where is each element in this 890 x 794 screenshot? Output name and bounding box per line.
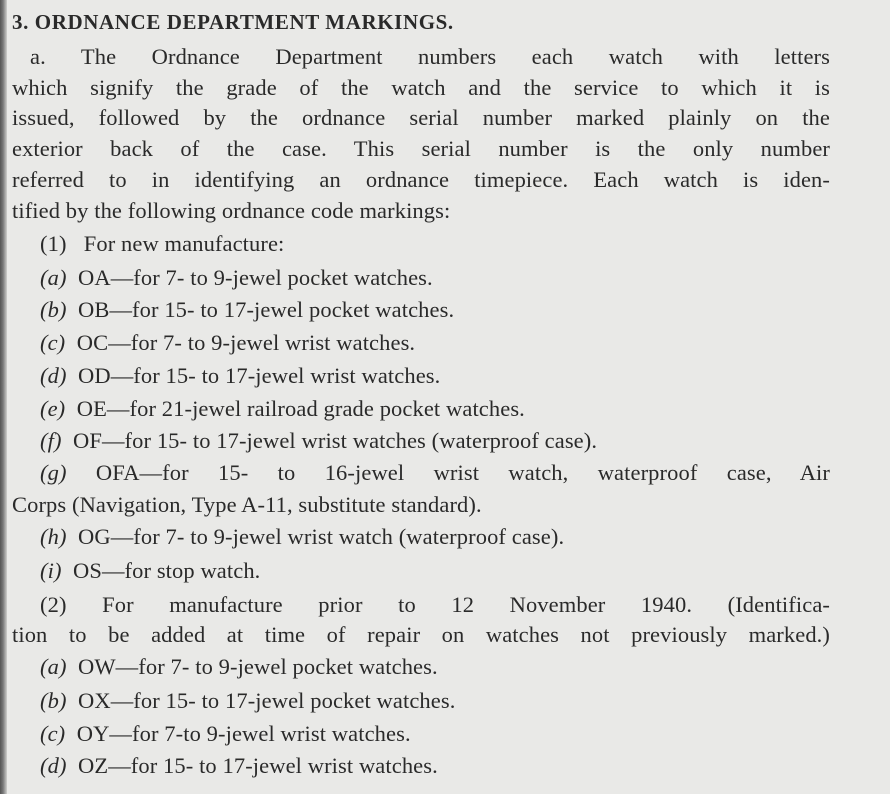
section1-label: (1) bbox=[40, 231, 67, 256]
section1-title-text: For new manufacture: bbox=[83, 231, 285, 256]
intro-line: exterior back of the case. This serial number is the only number bbox=[12, 136, 830, 161]
list-item: (c) OY—for 7-to 9-jewel wrist watches. bbox=[40, 721, 411, 746]
list-item: (d) OD—for 15- to 17-jewel wrist watches. bbox=[40, 363, 441, 388]
list-item: (b) OB—for 15- to 17-jewel pocket watches. bbox=[40, 297, 455, 322]
list-item: (a) OW—for 7- to 9-jewel pocket watches. bbox=[40, 654, 438, 679]
page-binding-edge bbox=[0, 0, 7, 794]
intro-line: which signify the grade of the watch and the service to which it is bbox=[12, 75, 830, 100]
list-item: (h) OG—for 7- to 9-jewel wrist watch (waterproof case). bbox=[40, 524, 565, 549]
section2-label: (2) bbox=[40, 592, 67, 617]
list-item: (f) OF—for 15- to 17-jewel wrist watches (waterproof case). bbox=[40, 428, 598, 453]
list-item: (g) OFA—for 15- to 16-jewel wrist watch, waterproof case, Air bbox=[40, 460, 830, 485]
list-item: (d) OZ—for 15- to 17-jewel wrist watches. bbox=[40, 753, 438, 778]
intro-line: tified by the following ordnance code markings: bbox=[12, 198, 451, 223]
list-item: (i) OS—for stop watch. bbox=[40, 558, 261, 583]
list-item: (a) OA—for 7- to 9-jewel pocket watches. bbox=[40, 265, 433, 290]
intro-line: a. The Ordnance Department numbers each watch with letters bbox=[30, 44, 830, 69]
intro-line: issued, followed by the ordnance serial number marked plainly on the bbox=[12, 105, 830, 130]
section2-title: (2) For manufacture prior to 12 November 1940. (Identifica- bbox=[40, 592, 830, 617]
list-item-continuation: Corps (Navigation, Type A-11, substitute standard). bbox=[12, 492, 482, 517]
intro-line: referred to in identifying an ordnance timepiece. Each watch is iden- bbox=[12, 167, 830, 192]
list-item: (b) OX—for 15- to 17-jewel pocket watches. bbox=[40, 688, 456, 713]
section-heading: 3. ORDNANCE DEPARTMENT MARKINGS. bbox=[12, 10, 454, 34]
section1-title bbox=[40, 228, 284, 260]
section2-title-continuation: tion to be added at time of repair on watches not previously marked.) bbox=[12, 622, 830, 647]
list-item: (e) OE—for 21-jewel railroad grade pocket watches. bbox=[40, 396, 525, 421]
list-item: (c) OC—for 7- to 9-jewel wrist watches. bbox=[40, 330, 416, 355]
